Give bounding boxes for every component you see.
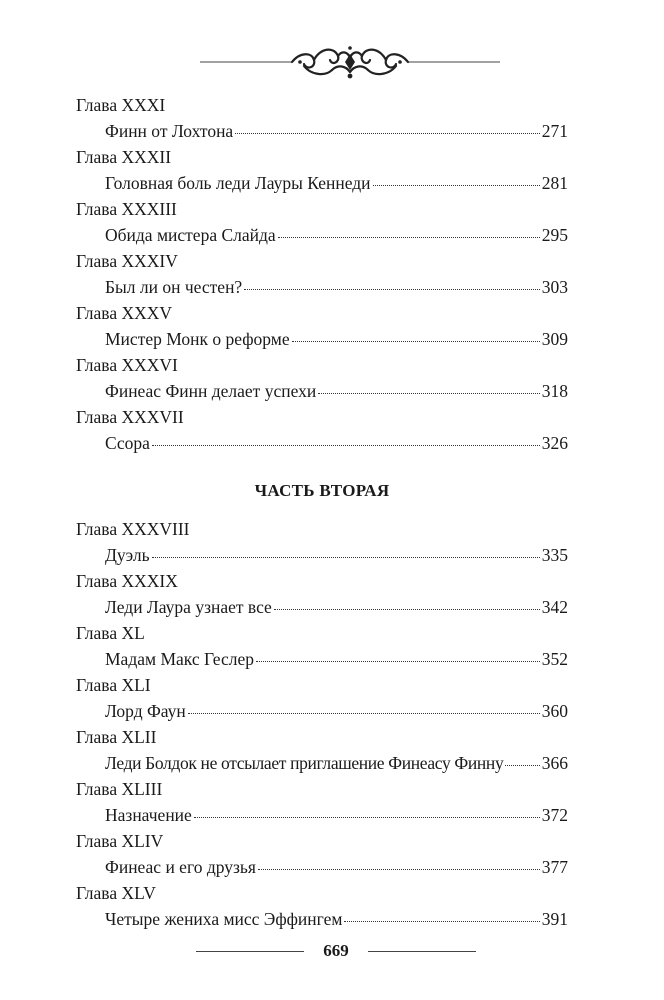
- toc-entry: [105, 594, 568, 620]
- page-number: 326: [541, 433, 568, 453]
- part-two-list: [76, 516, 568, 932]
- toc-group: [76, 880, 568, 932]
- dot-leader: [235, 132, 540, 134]
- chapter-number: Глава XLIV: [76, 831, 164, 851]
- chapter-number: Глава XLII: [76, 727, 157, 747]
- dot-leader: [505, 764, 539, 766]
- toc-group: [76, 568, 568, 620]
- dot-leader: [256, 660, 540, 662]
- toc-entry: [105, 274, 568, 300]
- page-number: 281: [541, 173, 568, 193]
- page-number: 303: [541, 277, 568, 297]
- page-number: 271: [541, 121, 568, 141]
- page-number: 335: [541, 545, 568, 565]
- page-number: 372: [541, 805, 568, 825]
- chapter-title: Дуэль: [105, 545, 150, 565]
- toc-group: [76, 92, 568, 144]
- toc-group: [76, 352, 568, 404]
- chapter-title: Финеас Финн делает успехи: [105, 381, 317, 401]
- dot-leader: [278, 236, 540, 238]
- chapter-number: Глава XLIII: [76, 779, 163, 799]
- dot-leader: [244, 288, 540, 290]
- chapter-title: Мадам Макс Геслер: [105, 649, 254, 669]
- page-number: 377: [541, 857, 568, 877]
- chapter-title: Леди Лаура узнает все: [105, 597, 272, 617]
- dot-leader: [152, 556, 540, 558]
- chapter-title: Назначение: [105, 805, 192, 825]
- dot-leader: [292, 340, 540, 342]
- toc-entry: [105, 542, 568, 568]
- chapter-title: Был ли он честен?: [105, 277, 243, 297]
- toc-entry: [105, 170, 568, 196]
- toc-entry: [105, 906, 568, 932]
- header-ornament-icon: [200, 40, 500, 84]
- chapter-number: Глава XXXVII: [76, 407, 184, 427]
- chapter-number: Глава XXXII: [76, 147, 172, 167]
- dot-leader: [318, 392, 540, 394]
- chapter-title: Финн от Лохтона: [105, 121, 234, 141]
- table-of-contents: [76, 92, 568, 932]
- chapter-number: Глава XXXI: [76, 95, 166, 115]
- toc-entry: [105, 646, 568, 672]
- chapter-number: Глава XLV: [76, 883, 156, 903]
- page-number: 366: [541, 753, 568, 773]
- dot-leader: [258, 868, 540, 870]
- footer-rule-right: [368, 951, 476, 952]
- page-number: 295: [541, 225, 568, 245]
- toc-group: [76, 144, 568, 196]
- toc-group: [76, 516, 568, 568]
- chapter-number: Глава XLI: [76, 675, 151, 695]
- page-footer: [196, 938, 476, 964]
- toc-entry: [105, 118, 568, 144]
- page-number: 342: [541, 597, 568, 617]
- dot-leader: [344, 920, 539, 922]
- toc-group: [76, 672, 568, 724]
- chapter-title: Леди Болдок не отсылает приглашение Финеасу Финну: [105, 753, 504, 773]
- chapter-number: Глава XXXIV: [76, 251, 178, 271]
- chapter-title: Обида мистера Слайда: [105, 225, 276, 245]
- chapter-number: Глава XXXVI: [76, 355, 178, 375]
- chapter-title: Лорд Фаун: [105, 701, 186, 721]
- page-number: 318: [541, 381, 568, 401]
- dot-leader: [373, 184, 540, 186]
- dot-leader: [188, 712, 540, 714]
- chapter-number: Глава XXXV: [76, 303, 173, 323]
- part-heading: ЧАСТЬ ВТОРАЯ: [254, 481, 390, 500]
- toc-group: [76, 724, 568, 776]
- toc-entry: [105, 378, 568, 404]
- page-number: 360: [541, 701, 568, 721]
- toc-group: [76, 828, 568, 880]
- part-one-list: [76, 92, 568, 456]
- toc-group: [76, 404, 568, 456]
- toc-entry: [105, 430, 568, 456]
- chapter-number: Глава XL: [76, 623, 145, 643]
- toc-group: [76, 248, 568, 300]
- toc-entry: [105, 326, 568, 352]
- chapter-title: Мистер Монк о реформе: [105, 329, 290, 349]
- chapter-title: Головная боль леди Лауры Кеннеди: [105, 173, 371, 193]
- page-number: 309: [541, 329, 568, 349]
- toc-entry: [105, 802, 568, 828]
- chapter-number: Глава XXXVIII: [76, 519, 190, 539]
- dot-leader: [274, 608, 540, 610]
- toc-entry: [105, 854, 568, 880]
- toc-group: [76, 620, 568, 672]
- toc-entry: [105, 222, 568, 248]
- chapter-number: Глава XXXIX: [76, 571, 178, 591]
- toc-group: [76, 300, 568, 352]
- chapter-title: Ссора: [105, 433, 150, 453]
- toc-group: [76, 776, 568, 828]
- chapter-title: Четыре жениха мисс Эффингем: [105, 909, 343, 929]
- chapter-title: Финеас и его друзья: [105, 857, 256, 877]
- toc-entry: [105, 698, 568, 724]
- toc-entry: [105, 750, 568, 776]
- page-number: 391: [541, 909, 568, 929]
- footer-page-number: 669: [323, 941, 349, 960]
- chapter-number: Глава XXXIII: [76, 199, 177, 219]
- dot-leader: [194, 816, 540, 818]
- toc-group: [76, 196, 568, 248]
- dot-leader: [152, 444, 540, 446]
- page-number: 352: [541, 649, 568, 669]
